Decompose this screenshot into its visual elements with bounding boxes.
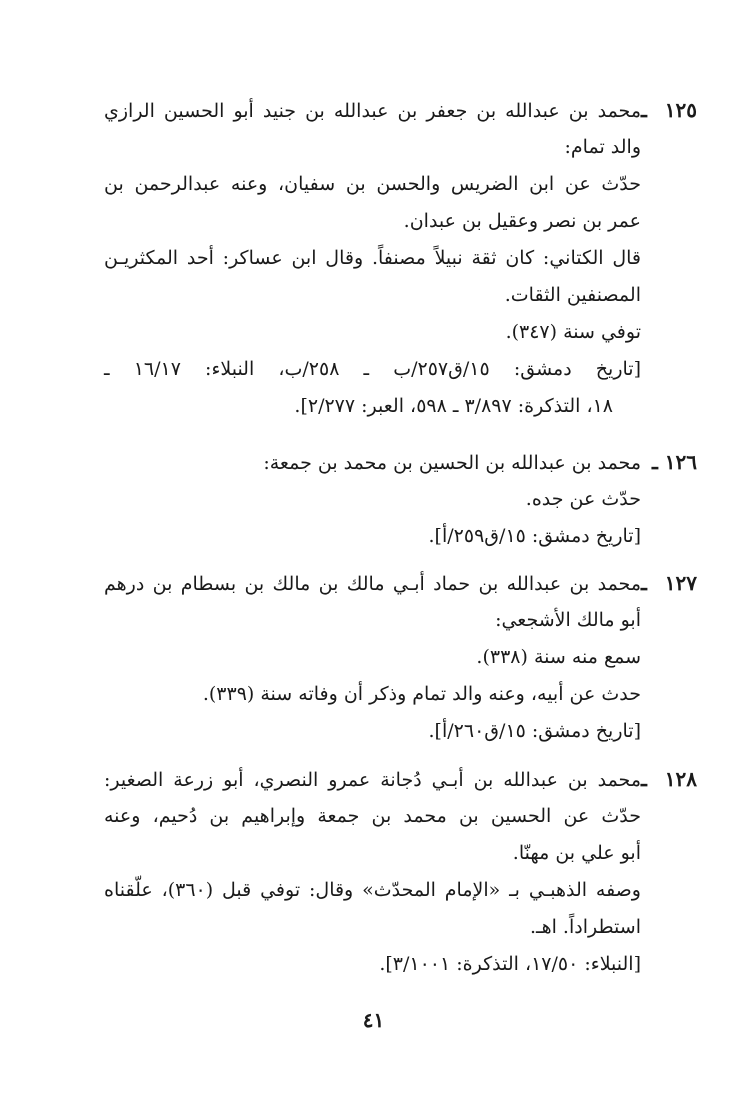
entry-125-line-4: عمر بن نصر وعقيل بن عبدان. [403, 210, 641, 232]
entry-128-line-2: حدّث عن الحسين بن محمد بن جمعة وإبراهيم بن دُحيم، وعنه [104, 805, 641, 827]
entry-126-line-1: ١٢٦ ـمحمد بن عبدالله بن الحسين بن محمد بن جمعة: [104, 445, 697, 479]
entry-127-line-1: ١٢٧ ـمحمد بن عبدالله بن حماد أبـي مالك بن مالك بن بسطام بن درهم [104, 566, 697, 600]
entry-128-line-5: استطراداً. اهـ. [529, 916, 641, 938]
entry-127-line-4: حدث عن أبيه، وعنه والد تمام وذكر أن وفاته سنة (٣٣٩). [202, 683, 641, 705]
entry-number: ١٢٦ ـ [651, 450, 697, 474]
entry-number: ١٢٨ ـ [641, 767, 697, 791]
entry-number: ١٢٥ ـ [641, 98, 697, 122]
entry-125-line-6: المصنفين الثقات. [504, 284, 641, 306]
entry-127-line-3: سمع منه سنة (٣٣٨). [476, 646, 641, 668]
entry-125-line-9: ١٨، التذكرة: ٣/٨٩٧ ـ ٥٩٨، العبر: ٢/٢٧٧]. [294, 395, 613, 417]
entry-126-line-2: حدّث عن جده. [525, 488, 641, 510]
entry-125-line-2: والد تمام: [564, 136, 641, 158]
entry-126-line-3: [تاريخ دمشق: ١٥/ق٢٥٩/أ]. [428, 525, 641, 547]
page-number: ٤١ [362, 1008, 385, 1032]
entry-128-line-6: [النبلاء: ١٧/٥٠، التذكرة: ٣/١٠٠١]. [379, 953, 641, 975]
entry-128-line-4: وصفه الذهبـي بـ «الإمام المحدّث» وقال: توفي قبل (٣٦٠)، علّقناه [104, 879, 641, 901]
entry-125-line-3: حدّث عن ابن الضريس والحسن بن سفيان، وعنه عبدالرحمن بن [104, 173, 641, 195]
entry-125-line-1: ١٢٥ ـمحمد بن عبدالله بن جعفر بن عبدالله بن جنيد أبو الحسين الرازي [104, 93, 697, 127]
entry-127-line-5: [تاريخ دمشق: ١٥/ق٢٦٠/أ]. [428, 720, 641, 742]
entry-125-line-7: توفي سنة (٣٤٧). [505, 321, 641, 343]
entry-125-line-5: قال الكتاني: كان ثقة نبيلاً مصنفاً. وقال ابن عساكر: أحد المكثريـن [104, 247, 641, 269]
entry-127-line-2: أبو مالك الأشجعي: [495, 609, 641, 631]
entry-number: ١٢٧ ـ [641, 571, 697, 595]
entry-128-line-1: ١٢٨ ـمحمد بن عبدالله بن أبـي دُجانة عمرو النصري، أبو زرعة الصغير: [104, 762, 697, 796]
entry-128-line-3: أبو علي بن مهنّا. [512, 842, 641, 864]
entry-125-line-8: [تاريخ دمشق: ١٥/ق٢٥٧/ب ـ ٢٥٨/ب، النبلاء: ١٦/١٧ ـ [104, 358, 641, 380]
